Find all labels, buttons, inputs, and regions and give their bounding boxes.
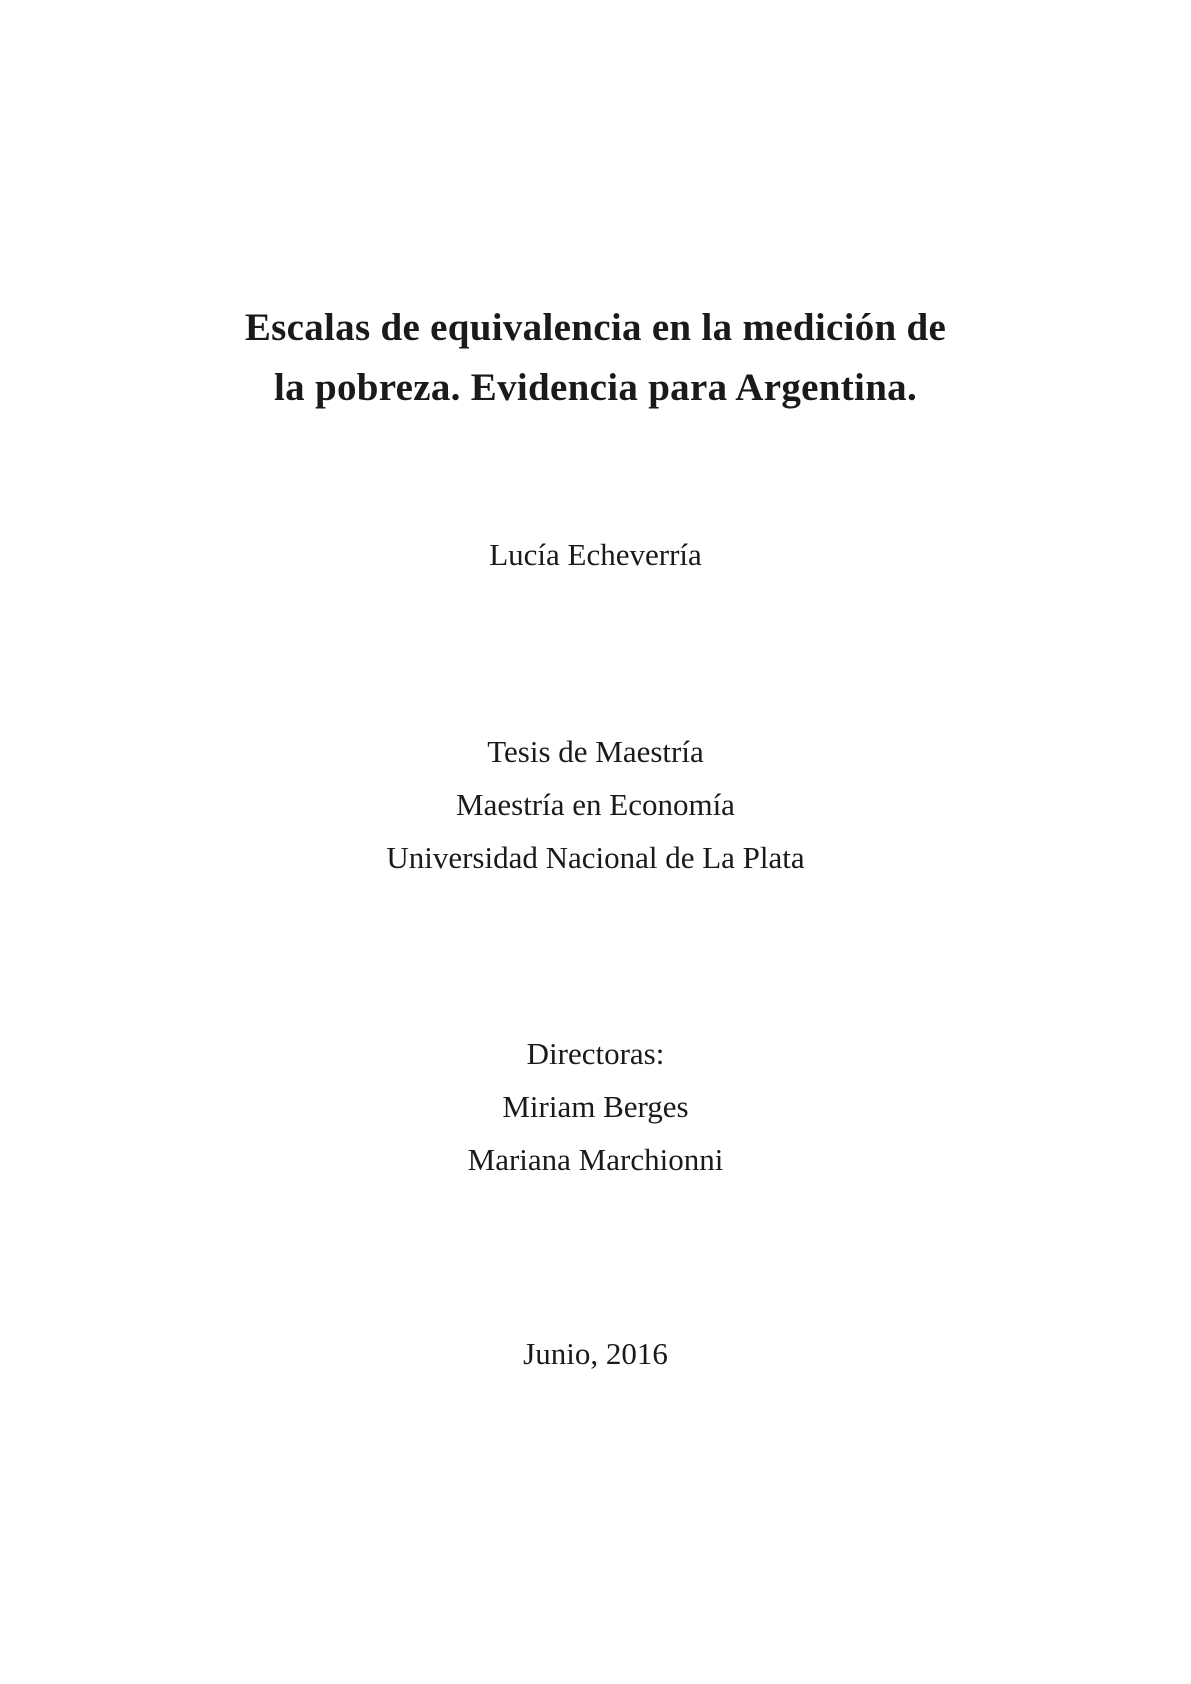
author-name: Lucía Echeverría — [489, 537, 702, 572]
director-name: Miriam Berges — [502, 1089, 689, 1124]
thesis-university: Universidad Nacional de La Plata — [386, 840, 805, 875]
title-line-1: Escalas de equivalencia en la medición de — [244, 306, 947, 349]
thesis-title — [0, 298, 1191, 418]
directors-section — [0, 1027, 1191, 1186]
thesis-type: Tesis de Maestría — [487, 734, 704, 769]
title-line-2: la pobreza. Evidencia para Argentina. — [273, 366, 918, 409]
thesis-date: Junio, 2016 — [523, 1336, 668, 1371]
thesis-program: Maestría en Economía — [456, 787, 735, 822]
thesis-info — [0, 725, 1191, 884]
directors-label: Directoras: — [526, 1036, 665, 1071]
director-name: Mariana Marchionni — [467, 1142, 724, 1177]
